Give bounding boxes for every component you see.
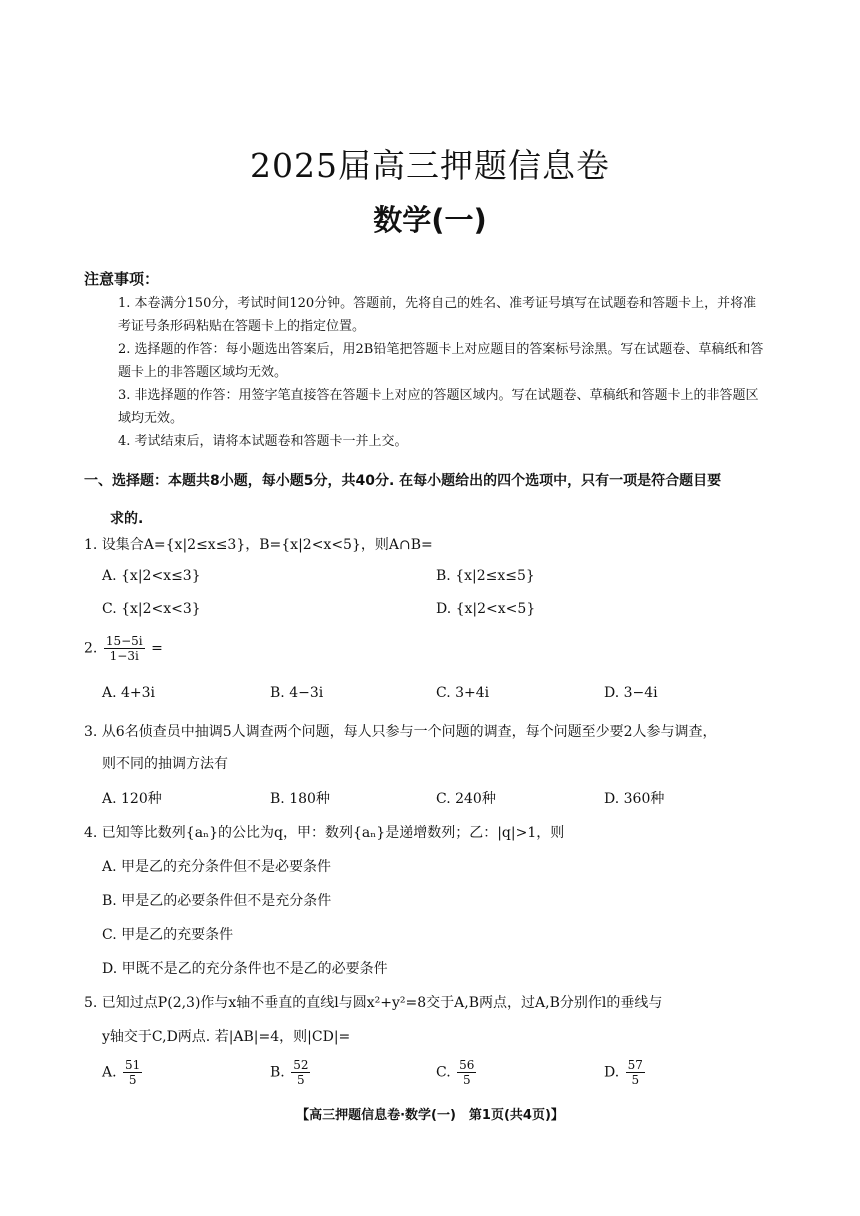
question-1-option-d: D. {x|2<x<5} (436, 601, 536, 617)
question-4-stem: 4. 已知等比数列{aₙ}的公比为q，甲：数列{aₙ}是递增数列；乙：|q|>1，则 (84, 825, 565, 841)
notice-item: 4. 考试结束后，请将本试题卷和答题卡一并上交。 (118, 434, 408, 449)
option-label: D. (604, 1064, 620, 1081)
question-1-option-a: A. {x|2<x≤3} (102, 568, 201, 584)
notice-item: 1. 本卷满分150分，考试时间120分钟。答题前，先将自己的姓名、准考证号填写在试题卷和答题卡上，并将准考证号条形码粘贴在答题卡上的指定位置。 (118, 296, 757, 334)
exam-title: 2025届高三押题信息卷 (250, 146, 610, 185)
question-2-option-c: C. 3+4i (436, 685, 490, 701)
option-fraction (291, 1058, 310, 1087)
question-3-option-d: D. 360种 (604, 791, 665, 807)
question-1-stem: 1. 设集合A={x|2≤x≤3}，B={x|2<x<5}，则A∩B= (84, 537, 433, 553)
fraction-numerator: 15−5i (105, 634, 143, 648)
question-3-option-c: C. 240种 (436, 791, 496, 807)
option-fraction (457, 1058, 476, 1087)
question-2-option-a: A. 4+3i (102, 685, 156, 701)
question-5-option-a (102, 1058, 144, 1087)
notice-item: 2. 选择题的作答：每小题选出答案后，用2B铅笔把答题卡上对应题目的答案标号涂黑。写在试题卷、草稿纸和答题卡上的非答题区域均无效。 (118, 342, 764, 380)
fraction-numerator: 51 (125, 1058, 141, 1072)
question-3-option-b: B. 180种 (270, 791, 330, 807)
section-heading-line1: 一、选择题：本题共8小题，每小题5分，共40分. 在每小题给出的四个选项中，只有一项是符合题目要 (84, 473, 722, 489)
question-1-option-c: C. {x|2<x<3} (102, 601, 201, 617)
option-label: C. (436, 1064, 451, 1081)
fraction-denominator: 5 (128, 1073, 137, 1087)
question-3-stem-line1: 3. 从6名侦查员中抽调5人调查两个问题，每人只参与一个问题的调查，每个问题至少要2人参与调查， (84, 724, 717, 740)
option-fraction (626, 1058, 645, 1087)
question-1-option-b: B. {x|2≤x≤5} (436, 568, 535, 584)
equals-sign: = (151, 640, 163, 657)
question-4-option-c: C. 甲是乙的充要条件 (102, 927, 234, 943)
question-3-option-a: A. 120种 (102, 791, 162, 807)
fraction-denominator: 1−3i (109, 649, 139, 663)
question-4-option-b: B. 甲是乙的必要条件但不是充分条件 (102, 893, 332, 909)
option-fraction (123, 1058, 142, 1087)
question-2-number: 2. (84, 640, 98, 657)
question-2-stem (84, 634, 784, 663)
option-label: A. (102, 1064, 117, 1081)
fraction-denominator: 5 (462, 1073, 471, 1087)
question-5-stem-line2: y轴交于C,D两点. 若|AB|=4，则|CD|= (102, 1029, 351, 1045)
fraction-denominator: 5 (297, 1073, 305, 1087)
question-5-stem-line1: 5. 已知过点P(2,3)作与x轴不垂直的直线l与圆x²+y²=8交于A,B两点，过A,B分别作l的垂线与 (84, 995, 663, 1011)
question-5-option-c (436, 1058, 478, 1087)
question-5-option-b (270, 1058, 312, 1087)
fraction-numerator: 56 (459, 1058, 475, 1072)
question-4-option-a: A. 甲是乙的充分条件但不是必要条件 (102, 859, 332, 875)
question-2-option-b: B. 4−3i (270, 685, 324, 701)
fraction-numerator: 52 (293, 1058, 309, 1072)
section-heading (84, 462, 784, 538)
question-4-option-d: D. 甲既不是乙的充分条件也不是乙的必要条件 (102, 961, 388, 977)
fraction-numerator: 57 (627, 1058, 643, 1072)
option-label: B. (270, 1064, 285, 1081)
notice-item: 3. 非选择题的作答：用签字笔直接答在答题卡上对应的答题区域内。写在试题卷、草稿纸和答题卡上的非答题区域均无效。 (118, 388, 759, 426)
section-heading-line2: 求的. (110, 511, 144, 527)
page-footer: 【高三押题信息卷·数学(一) 第1页(共4页)】 (296, 1108, 564, 1123)
question-5-option-d (604, 1058, 647, 1087)
fraction-denominator: 5 (631, 1073, 640, 1087)
question-2-fraction (104, 634, 145, 663)
notice-heading: 注意事项： (84, 270, 160, 288)
exam-subtitle: 数学(一) (373, 203, 487, 237)
notice-list (118, 292, 768, 453)
question-3-stem-line2: 则不同的抽调方法有 (102, 756, 228, 772)
question-2-option-d: D. 3−4i (604, 685, 658, 701)
